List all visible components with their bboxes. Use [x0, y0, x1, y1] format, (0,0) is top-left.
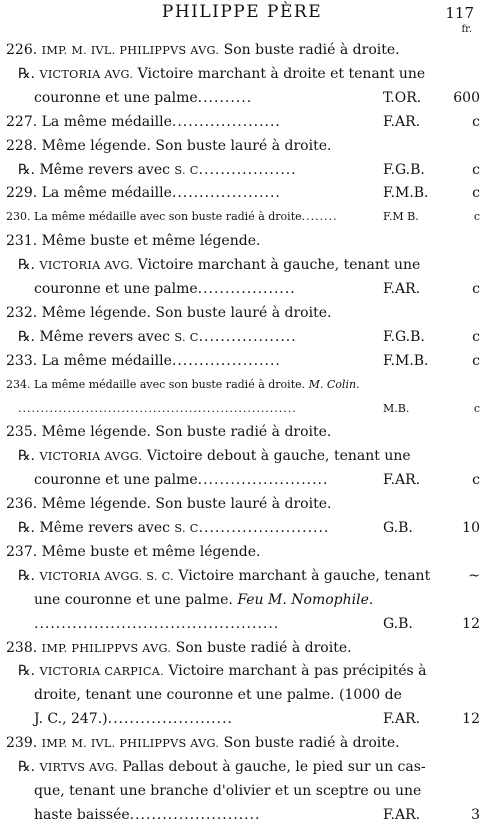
- entry-text: [6, 183, 281, 203]
- price-value: 12: [462, 615, 480, 632]
- entry-fragment: 239.: [6, 735, 42, 752]
- entry-fragment: 232. Même légende. Son buste lauré à droite.: [6, 304, 332, 321]
- entry-fragment: 234. La même médaille avec son buste radié à droite.: [6, 377, 309, 391]
- entry-fragment: ℞.: [18, 567, 40, 584]
- entry-text: [6, 542, 260, 562]
- entry-fragment: Victoire marchant à droite et tenant une: [133, 65, 426, 82]
- entry-text: [34, 709, 233, 729]
- entry-fragment: une couronne et une palme.: [34, 591, 238, 608]
- metal-grade: F.M B.: [383, 210, 419, 224]
- entry-fragment: Feu M. Nomophile.: [237, 591, 374, 608]
- leader-dots: ........................: [197, 472, 329, 489]
- entry-text: [18, 518, 329, 539]
- catalogue-line: [0, 303, 484, 325]
- price-value: c: [473, 210, 480, 224]
- catalogue-line: [0, 542, 484, 564]
- catalogue-line: [0, 207, 484, 229]
- entry-fragment: 237. Même buste et même légende.: [6, 543, 261, 560]
- leader-dots: .......................: [107, 711, 233, 728]
- legend-inscription: IMP. M. IVL. PHILIPPVS AVG.: [41, 44, 220, 57]
- leader-dots: ........................: [198, 520, 330, 536]
- legend-inscription: IMP. PHILIPPVS AVG.: [41, 641, 172, 655]
- price-value: c: [472, 328, 480, 345]
- catalogue-line: [0, 160, 484, 182]
- catalogue-line: [0, 781, 484, 803]
- entry-fragment: 235. Même légende. Son buste radié à droite.: [6, 424, 332, 441]
- price-value: c: [472, 185, 480, 202]
- entry-fragment: Son buste radié à droite.: [171, 639, 352, 656]
- price-value: 10: [462, 520, 480, 536]
- entry-fragment: 236. Même légende. Son buste lauré à droite.: [6, 496, 332, 513]
- metal-grade: F.AR.: [383, 281, 421, 297]
- leader-dots: ....................: [171, 352, 281, 369]
- price-value: ~: [468, 567, 480, 584]
- entry-fragment: 226.: [6, 42, 42, 58]
- metal-grade: F.AR.: [383, 806, 421, 823]
- price-value: 12: [462, 711, 480, 728]
- entry-fragment: Pallas debout à gauche, le pied sur un cas-: [117, 759, 426, 775]
- entry-text: [6, 303, 331, 323]
- entry-text: [18, 446, 411, 467]
- entry-fragment: couronne et une palme: [34, 281, 198, 297]
- catalogue-line: [0, 351, 484, 373]
- legend-inscription: VICTORIA AVG.: [39, 259, 134, 273]
- entry-fragment: ℞.: [18, 448, 40, 465]
- entry-text: [34, 590, 373, 610]
- catalogue-line: [0, 279, 484, 301]
- leader-dots: ..................: [197, 281, 296, 297]
- legend-inscription: S. C: [174, 522, 199, 535]
- entry-fragment: J. C., 247.): [34, 711, 108, 728]
- catalogue-line: [0, 733, 484, 755]
- entry-fragment: haste baissée: [34, 806, 130, 823]
- entry-fragment: 229. La même médaille: [6, 185, 172, 202]
- price-unit-label: fr.: [461, 24, 472, 35]
- entry-fragment: ℞. Même revers avec: [18, 328, 175, 345]
- metal-grade: F.AR.: [383, 472, 421, 489]
- catalogue-line: [0, 805, 484, 827]
- price-value: 600: [453, 89, 480, 106]
- catalogue-line: [0, 494, 484, 516]
- price-value: 3: [471, 806, 480, 823]
- metal-grade: F.AR.: [383, 113, 421, 130]
- entry-fragment: Victoire marchant à pas précipités à: [163, 663, 427, 680]
- legend-inscription: VICTORIA AVGG.: [39, 450, 143, 464]
- entry-text: [18, 327, 297, 348]
- entry-fragment: ℞. Même revers avec: [18, 520, 175, 536]
- catalogue-line: [0, 685, 484, 707]
- legend-inscription: VICTORIA AVGG. S. C.: [39, 569, 174, 583]
- catalogue-line: [0, 40, 484, 62]
- entry-fragment: M. Colin.: [308, 377, 360, 391]
- entry-text: [6, 375, 360, 395]
- entry-fragment: 238.: [6, 639, 42, 656]
- entry-text: [6, 494, 331, 514]
- catalogue-line: [0, 375, 484, 397]
- catalogue-line: [0, 470, 484, 492]
- entry-text: [34, 470, 328, 490]
- legend-inscription: VICTORIA AVG.: [39, 67, 134, 81]
- entry-fragment: ℞. Même revers avec: [18, 161, 175, 178]
- entry-text: [34, 279, 296, 299]
- entry-text: [34, 805, 260, 825]
- entry-fragment: ℞.: [18, 257, 40, 274]
- legend-inscription: IMP. M. IVL. PHILIPPVS AVG.: [41, 737, 220, 751]
- price-value: c: [472, 281, 480, 297]
- price-value: c: [472, 472, 480, 489]
- catalogue-line: [0, 590, 484, 612]
- entry-fragment: couronne et une palme: [34, 472, 198, 489]
- entry-text: [18, 566, 430, 587]
- leader-dots: ........................: [129, 806, 261, 823]
- page-number: 117: [445, 4, 474, 22]
- legend-inscription: VIRTVS AVG.: [39, 761, 118, 774]
- entry-text: [6, 733, 400, 754]
- catalogue-line: [0, 64, 484, 86]
- legend-inscription: S. C: [174, 163, 199, 177]
- leader-dots: ..................: [198, 161, 297, 178]
- entry-text: [6, 351, 281, 371]
- leader-dots: ..............................................................: [18, 401, 297, 415]
- page-title: PHILIPPE PÈRE: [161, 2, 323, 22]
- price-value: c: [473, 401, 480, 415]
- catalogue-line: [0, 614, 484, 636]
- entry-fragment: 231. Même buste et même légende.: [6, 233, 261, 250]
- entry-text: [6, 422, 331, 442]
- entry-text: [6, 207, 338, 227]
- catalogue-line: [0, 566, 484, 588]
- entry-fragment: 227. La même médaille: [6, 113, 172, 130]
- legend-inscription: VICTORIA CARPICA.: [39, 665, 164, 679]
- entry-text: [18, 399, 297, 419]
- metal-grade: F.AR.: [383, 711, 421, 728]
- metal-grade: F.G.B.: [383, 328, 425, 345]
- entry-text: [34, 685, 402, 705]
- entry-fragment: ℞.: [18, 663, 40, 680]
- entry-fragment: 233. La même médaille: [6, 352, 172, 369]
- entry-text: [18, 255, 420, 276]
- entry-text: [34, 88, 252, 108]
- entry-text: [18, 661, 426, 682]
- catalogue-line: [0, 327, 484, 349]
- legend-inscription: S. C: [174, 330, 199, 344]
- entry-text: [6, 112, 281, 132]
- metal-grade: G.B.: [383, 520, 413, 536]
- entry-fragment: que, tenant une branche d'olivier et un sceptre ou une: [34, 782, 422, 799]
- entry-fragment: ℞.: [18, 759, 40, 775]
- catalogue-line: [0, 136, 484, 158]
- entry-fragment: Victoire marchant à gauche, tenant une: [133, 257, 421, 274]
- entry-text: [6, 638, 352, 659]
- entry-text: [18, 160, 297, 181]
- catalogue-line: [0, 518, 484, 540]
- entry-text: [6, 136, 331, 156]
- metal-grade: M.B.: [383, 401, 410, 415]
- leader-dots: ..........: [197, 89, 253, 106]
- catalogue-line: [0, 255, 484, 277]
- price-value: c: [472, 113, 480, 130]
- entry-fragment: 230. La même médaille avec son buste radié à droite: [6, 210, 302, 224]
- entry-fragment: Son buste radié à droite.: [219, 42, 400, 58]
- entry-text: [6, 40, 400, 61]
- catalogue-line: [0, 422, 484, 444]
- metal-grade: F.M.B.: [383, 185, 429, 202]
- catalogue-line: [0, 638, 484, 660]
- entry-text: [18, 64, 425, 85]
- catalogue-line: [0, 183, 484, 205]
- leader-dots: ....................: [171, 185, 281, 202]
- entry-fragment: Son buste radié à droite.: [219, 735, 400, 752]
- entry-fragment: couronne et une palme: [34, 89, 198, 106]
- catalogue-line: [0, 231, 484, 253]
- leader-dots: ....................: [171, 113, 281, 130]
- price-value: c: [472, 161, 480, 178]
- leader-dots: ..................: [198, 328, 297, 345]
- metal-grade: F.G.B.: [383, 161, 425, 178]
- entry-fragment: Victoire debout à gauche, tenant une: [142, 448, 411, 465]
- entry-fragment: ℞.: [18, 65, 40, 82]
- catalogue-line: [0, 709, 484, 731]
- leader-dots: .............................................: [34, 615, 280, 632]
- catalogue-line: [0, 112, 484, 134]
- metal-grade: F.M.B.: [383, 352, 429, 369]
- price-value: c: [472, 352, 480, 369]
- leader-dots: ........: [301, 210, 338, 224]
- catalogue-line: [0, 446, 484, 468]
- entry-fragment: 228. Même légende. Son buste lauré à droite.: [6, 137, 332, 154]
- catalogue-line: [0, 661, 484, 683]
- metal-grade: G.B.: [383, 615, 413, 632]
- entry-fragment: Victoire marchant à gauche, tenant: [173, 567, 431, 584]
- catalogue-line: [0, 399, 484, 421]
- entry-text: [34, 781, 421, 801]
- metal-grade: T.OR.: [383, 89, 422, 106]
- entry-text: [34, 614, 279, 634]
- catalogue-line: [0, 88, 484, 110]
- entry-fragment: droite, tenant une couronne et une palme. (1000 de: [34, 687, 402, 704]
- entry-text: [6, 231, 260, 251]
- entry-text: [18, 757, 426, 778]
- catalogue-line: [0, 757, 484, 779]
